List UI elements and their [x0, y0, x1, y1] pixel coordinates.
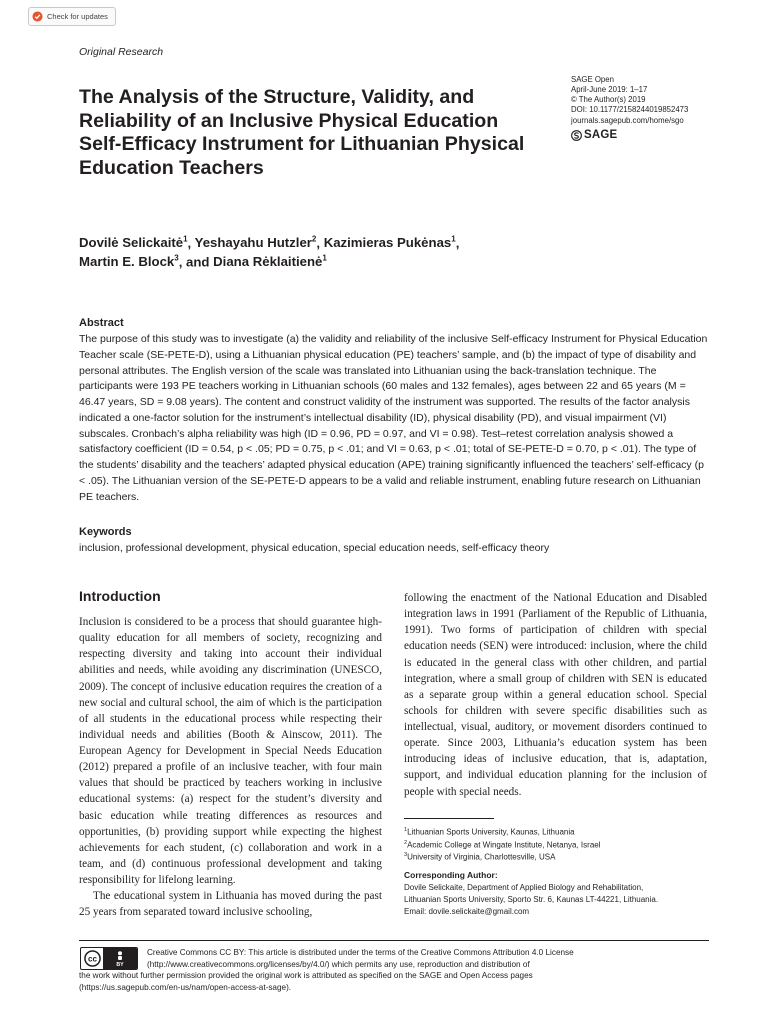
- corresponding-author-line: Dovile Selickaite, Department of Applied Biology and Rehabilitation,: [404, 882, 644, 892]
- journal-name: SAGE Open: [571, 75, 614, 84]
- corresponding-author-line: Lithuanian Sports University, Sporto Str. 6, Kaunas LT-44221, Lithuania.: [404, 894, 659, 904]
- body-paragraph: Inclusion is considered to be a process that should guarantee high-quality education for all members of society, recognizing and respecting diversity and taking into account their individual abilities and needs, while avoiding any discrimination (UNESCO, 2009). The concept of inclusive education requires the creation of a new social and cultural school, the aim of which is the participation of all students in the educational process while respecting their individual needs and abilities (Booth & Ainscow, 2011). The European Agency for Development in Special Needs Education (2012) prepared a profile of an inclusive teacher, with four main values that should be practiced by teachers working in inclusive educational systems: (a) respect for the student’s diversity and basic education while treating differences as resources and opportunities, (b) providing support while expecting the highest achievements for each student, (c) collaboration and work in a team, and (d) continuous professional development and taking responsibility for lifelong learning.: [79, 616, 382, 886]
- footnotes: [404, 826, 714, 918]
- sage-swirl-icon: [571, 130, 582, 141]
- svg-text:BY: BY: [116, 962, 124, 967]
- body-paragraph: The educational system in Lithuania has moved during the past 25 years from separated toward inclusive schooling,: [79, 890, 382, 919]
- sage-logo-text: SAGE: [584, 128, 618, 141]
- body-column-right: [404, 590, 707, 800]
- abstract-heading: Abstract: [79, 317, 124, 329]
- author[interactable]: Kazimieras Pukėnas$^1$: [323, 235, 456, 251]
- body-paragraph: following the enactment of the National Education and Disabled integration laws in 1991 (Parliament of the Republic of Lithuania, 1991). Two forms of participation of children with special education needs (SEN) were introduced: inclusion, where the child is educated in the general class with other children, and partial integration, where a small group of children with SEN is educated as a separate group within a general education school. Special schools for children with severe specific disabilities such as intellectual, visual, auditory, or movement disorders continued to operate. Since 2003, Lithuania’s education system has been introducing ideas of inclusive education, that is, adaptation, support, and individual education planning for the inclusion of people with special needs.: [404, 592, 707, 798]
- keywords-heading: Keywords: [79, 526, 132, 538]
- cc-by-license-badge[interactable]: [80, 947, 138, 970]
- affiliation: $^2$Academic College at Wingate Institute, Netanya, Israel: [404, 839, 601, 850]
- affiliation: $^1$Lithuanian Sports University, Kaunas, Lithuania: [404, 827, 575, 837]
- article-title: The Analysis of the Structure, Validity, and Reliability of an Inclusive Physical Education Self-Efficacy Instrument for Lithuanian Physical Education Teachers: [79, 86, 525, 179]
- corresponding-author-email[interactable]: Email: dovile.selickaite@gmail.com: [404, 906, 530, 916]
- keywords-text: inclusion, professional development, physical education, special education needs, self-efficacy theory: [79, 542, 550, 554]
- license-text: Creative Commons CC BY: This article is distributed under the terms of the Creative Commons Attribution 4.0 License (http://www.creativecommons.org/licenses/by/4.0/) which permits any use, reproduction and distribution of the work without further permission provided the original work is attributed as specified on the SAGE and Open Access pages (https://us.sagepub.com/en-us/nam/open-access-at-sage).: [79, 948, 574, 992]
- author-list: Dovilė Selickaitė$^1$, Yeshayahu Hutzler$^2$, Kazimieras Pukėnas$^1$, Martin E. Block$^3$, and Diana Rėklaitienė$^1$: [79, 235, 460, 269]
- attribution-icon: [103, 948, 137, 969]
- corresponding-author-heading: Corresponding Author:: [404, 869, 498, 880]
- license-divider: [79, 940, 709, 941]
- introduction-heading: Introduction: [79, 588, 161, 604]
- journal-meta: [571, 75, 751, 143]
- author[interactable]: Diana Rėklaitienė$^1$: [213, 253, 327, 269]
- doi[interactable]: DOI: 10.1177/2158244019852473: [571, 105, 689, 115]
- body-column-left: [79, 614, 382, 920]
- check-for-updates-label: Check for updates: [47, 12, 108, 21]
- journal-url[interactable]: journals.sagepub.com/home/sgo: [571, 115, 684, 125]
- author[interactable]: Yeshayahu Hutzler$^2$: [194, 235, 317, 251]
- check-for-updates-icon: [32, 11, 43, 22]
- section-label: Original Research: [79, 46, 164, 58]
- affiliation: $^3$University of Virginia, Charlottesville, USA: [404, 852, 556, 862]
- check-for-updates-badge[interactable]: [28, 7, 116, 26]
- sage-logo: [571, 128, 751, 143]
- svg-text:cc: cc: [87, 954, 97, 964]
- journal-issue: April-June 2019: 1–17: [571, 85, 648, 95]
- author[interactable]: Dovilė Selickaitė$^1$: [79, 235, 188, 251]
- author[interactable]: Martin E. Block$^3$: [79, 253, 179, 269]
- creative-commons-icon: [81, 948, 103, 969]
- footnote-divider: [404, 818, 494, 819]
- copyright: © The Author(s) 2019: [571, 95, 646, 105]
- abstract-text: The purpose of this study was to investigate (a) the validity and reliability of the inclusive Self-efficacy Instrument for Physical Education Teacher scale (SE-PETE-D), using a Lithuanian physical education (PE) teachers’ sample, and (b) the impact of type of disability and personal attributes. The English version of the scale was translated into Lithuanian using the back-translation technique. The participants were 193 PE teachers working in Lithuanian schools (60 males and 132 females), ages between 22 and 65 years (M = 46.47 years, SD = 9.08 years). The content and construct validity of the instrument was supported. The results of the factor analysis indicated a one-factor solution for the instrument’s intellectual disability (ID), physical disability (PD), and visual impairment (VI) subscales. Cronbach’s alpha reliability was high (ID = 0.96, PD = 0.97, and VI = 0.98). Test–retest correlation analysis showed a satisfactory coefficient (ID = 0.54, p < .05; PD = 0.75, p < .01; and VI = 0.63, p < .01; total of SE-PETE-D = 0.70, p < .01). The type of the students’ disability and the teachers’ adapted physical education (APE) training significantly influenced the teachers’ self-efficacy (p < .05). The Lithuanian version of the SE-PETE-D appears to be a valid and reliable instrument, enabling future research on Lithuanian PE teachers.: [79, 333, 708, 503]
